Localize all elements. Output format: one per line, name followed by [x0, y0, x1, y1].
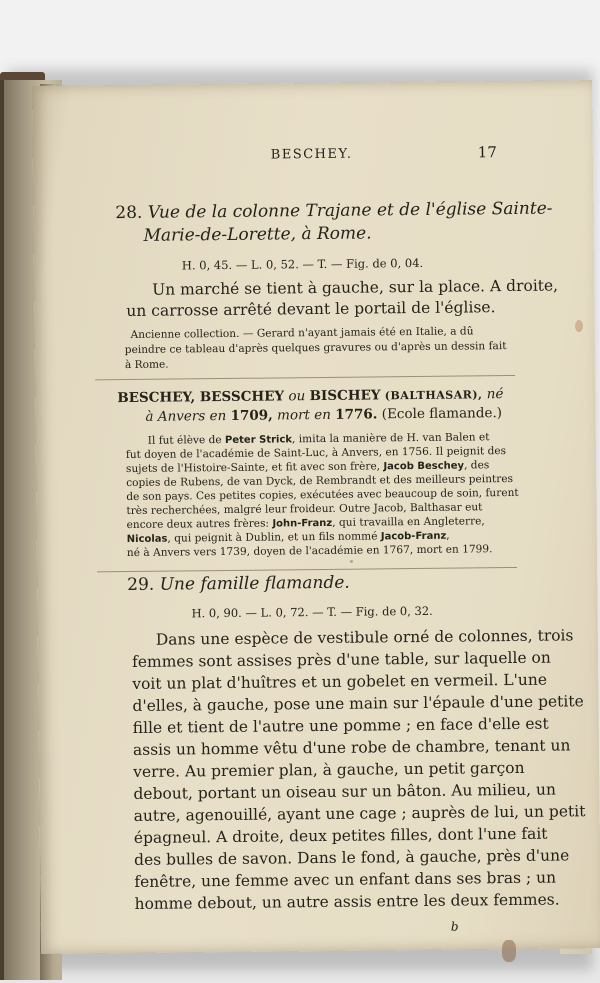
artist-bio-line [126, 501, 482, 517]
entry-28-note-line: à Rome. [124, 358, 169, 372]
entry-29-description-line: verre. Au premier plan, à gauche, un petit garçon [133, 758, 525, 781]
bio-text: , imita la manière de H. van Balen et [291, 431, 490, 446]
page-content [32, 80, 600, 954]
artist-first-name: (BALTHASAR), [384, 388, 483, 403]
entry-28-number: 28. [115, 202, 143, 224]
artist-alt-name: BISCHEY [309, 387, 381, 405]
artist-bio-line [127, 530, 450, 545]
entry-29-description-line: femmes sont assises près d'une table, sur laquelle on [131, 648, 551, 671]
entry-29-title-text: Une famille flamande. [159, 572, 350, 595]
entry-29-description-line: assis un homme vêtu d'une robe de chambre, tenant un [132, 736, 571, 759]
bio-text: copies de Rubens, de van Dyck, de Rembrandt et des meilleurs peintres [126, 472, 514, 490]
artist-bio-line [127, 515, 485, 531]
bio-text: très recherchées, malgré leur froideur. Outre Jacob, Balthasar eut [126, 501, 483, 518]
section-divider [97, 567, 517, 572]
artist-death-year: 1776. [335, 406, 378, 423]
artist-died: mort en [277, 406, 331, 424]
entry-29-title [127, 573, 350, 595]
bio-text: , des [463, 459, 490, 472]
entry-28-description-line: Un marché se tient à gauche, sur la place. A droite, [152, 276, 559, 299]
bio-text: , qui travailla en Angleterre, [332, 515, 485, 529]
book-page [32, 80, 600, 954]
artist-bio-line [148, 431, 490, 447]
entry-29-description-line: épagneul. A droite, deux petites filles, dont l'une fait [133, 824, 548, 847]
entry-29-description-line: d'elles, à gauche, pose une main sur l'épaule d'une petite [132, 692, 584, 715]
artist-bio-line [127, 543, 493, 559]
artist-born: né [486, 386, 504, 403]
bio-text: , [446, 529, 450, 542]
bio-text: né à Anvers vers 1739, doyen de l'académie en 1767, mort en 1799. [126, 543, 493, 560]
entry-29-description-line: Dans une espèce de vestibule orné de colonnes, trois [155, 626, 574, 649]
entry-28-note-line: Ancienne collection. — Gerard n'ayant jamais été en Italie, a dû [130, 325, 474, 341]
artist-heading-line2 [145, 405, 502, 425]
paper-stain [575, 320, 583, 332]
bio-text: , qui peignit à Dublin, et un fils nommé [167, 530, 381, 545]
entry-29-description-line: homme debout, un autre assis entre les deux femmes. [134, 890, 560, 913]
entry-28-title-line1 [115, 199, 552, 224]
entry-29-dimensions: H. 0, 90. — L. 0, 72. — T. — Fig. de 0, 32. [191, 603, 433, 621]
artist-heading-line1 [117, 386, 503, 406]
entry-29-description-line: autre, agenouillé, ayant une cage ; auprès de lui, un petit [133, 802, 586, 825]
paper-stain [350, 560, 353, 563]
bio-text: fut doyen de l'académie de Saint-Luc, à Anvers, en 1756. Il peignit des [125, 445, 507, 462]
artist-school: (Ecole flamande.) [381, 405, 503, 423]
artist-birth-year: 1709, [230, 407, 273, 424]
entry-28-description-line: un carrosse arrêté devant le portail de l'église. [126, 298, 496, 321]
entry-28-note-line: peindre ce tableau d'après quelques gravures ou d'après un dessin fait [124, 340, 507, 357]
entry-29-description-line: fille et tient de l'autre une pomme ; en face d'elle est [132, 714, 549, 737]
entry-29-description-line: des bulles de savon. Dans le fond, à gauche, près d'une [134, 846, 570, 869]
bio-text: de son pays. Ces petites copies, exécutées avec beaucoup de soin, furent [126, 486, 519, 504]
artist-bio-line [126, 445, 506, 461]
bio-name-bold: Jacob Beschey [383, 460, 465, 473]
entry-28-title-line2: Marie-de-Lorette, à Rome. [143, 223, 372, 246]
artist-name: BESCHEY, BESSCHEY [117, 388, 285, 407]
entry-29-description-line: fenêtre, une femme avec un enfant dans ses bras ; un [134, 868, 557, 891]
artist-bio-line [126, 459, 489, 475]
entry-29-description-line: debout, portant un oiseau sur un bâton. Au milieu, un [133, 780, 557, 803]
bio-name-bold: John-Franz [272, 517, 333, 530]
bio-text: sujets de l'Histoire-Sainte, et fit avec son frère, [125, 460, 384, 476]
section-divider [95, 375, 515, 380]
bio-name-bold: Jacob-Franz [380, 530, 447, 543]
artist-birthplace: à Anvers en [145, 407, 227, 425]
signature-mark: b [450, 919, 459, 934]
bio-text: encore deux autres frères: [126, 517, 273, 532]
entry-28-dimensions: H. 0, 45. — L. 0, 52. — T. — Fig. de 0, 04. [181, 255, 424, 273]
paper-stain [502, 940, 516, 962]
entry-29-description-line: voit un plat d'huîtres et un gobelet en vermeil. L'une [132, 670, 548, 693]
entry-28-title-text: Vue de la colonne Trajane et de l'église Sainte- [147, 198, 553, 223]
bio-text: Il fut élève de [147, 433, 226, 447]
bio-name-bold: Peter Strick [224, 434, 293, 446]
bio-name-bold: Nicolas [126, 533, 168, 546]
running-head: BESCHEY. [270, 146, 353, 163]
page-number: 17 [477, 143, 497, 162]
artist-ou: ou [288, 388, 306, 405]
entry-29-number: 29. [127, 574, 155, 596]
